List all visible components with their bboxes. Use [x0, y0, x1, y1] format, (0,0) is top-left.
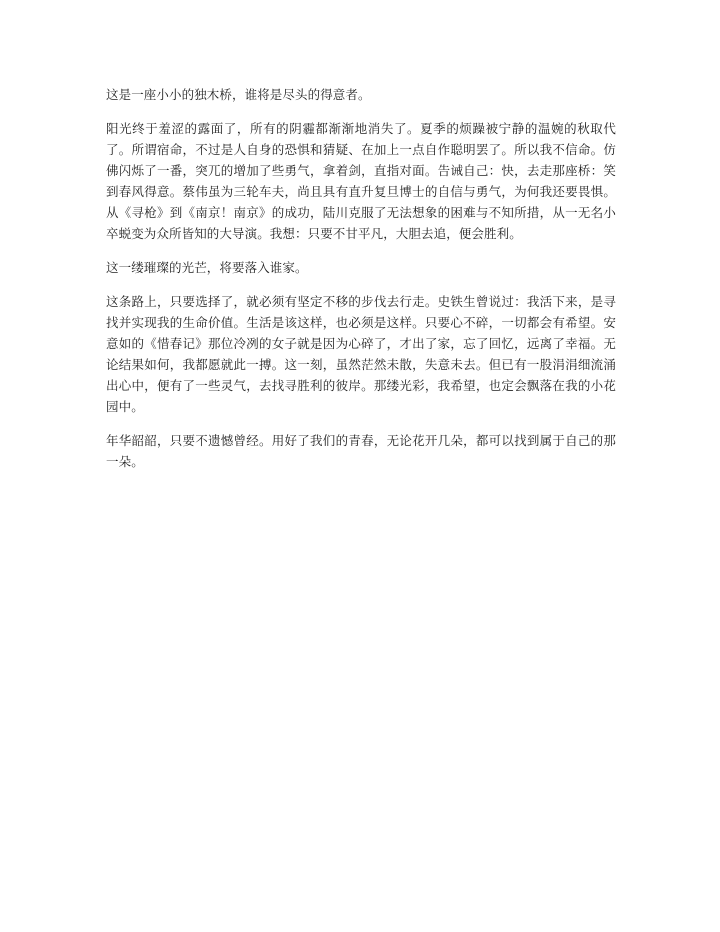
paragraph-2: 阳光终于羞涩的露面了，所有的阴霾都渐渐地消失了。夏季的烦躁被宁静的温婉的秋取代了。所谓宿命，不过是人自身的恐惧和猜疑、在加上一点自作聪明罢了。所以我不信命。仿佛闪烁了一番，突兀的增加了些勇气，拿着剑，直指对面。告诫自己：快，去走那座桥：笑到春风得意。蔡伟虽为三轮车夫，尚且具有直升复旦博士的自信与勇气，为何我还要畏惧。从《寻枪》到《南京！南京》的成功，陆川克服了无法想象的困难与不知所措，从一无名小卒蜕变为众所皆知的大导演。我想：只要不甘平凡，大胆去追，便会胜利。: [106, 121, 616, 241]
paragraph-1: 这是一座小小的独木桥，谁将是尽头的得意者。: [106, 87, 371, 102]
paragraph-4: 这条路上，只要选择了，就必须有坚定不移的步伐去行走。史铁生曾说过：我活下来，是寻找并实现我的生命价值。生活是该这样，也必须是这样。只要心不碎，一切都会有希望。安意如的《惜春记》那位冷冽的女子就是因为心碎了，才出了家，忘了回忆，远离了幸福。无论结果如何，我都愿就此一搏。这一刻，虽然茫然未散，失意未去。但已有一股涓涓细流涌出心中，便有了一些灵气，去找寻胜利的彼岸。那缕光彩，我希望，也定会飘落在我的小花园中。: [106, 294, 616, 414]
paragraph-5: 年华韶韶，只要不遗憾曾经。用好了我们的青春，无论花开几朵，都可以找到属于自己的那一朵。: [106, 433, 616, 469]
paragraph-3: 这一缕璀璨的光芒，将要落入谁家。: [106, 260, 308, 275]
